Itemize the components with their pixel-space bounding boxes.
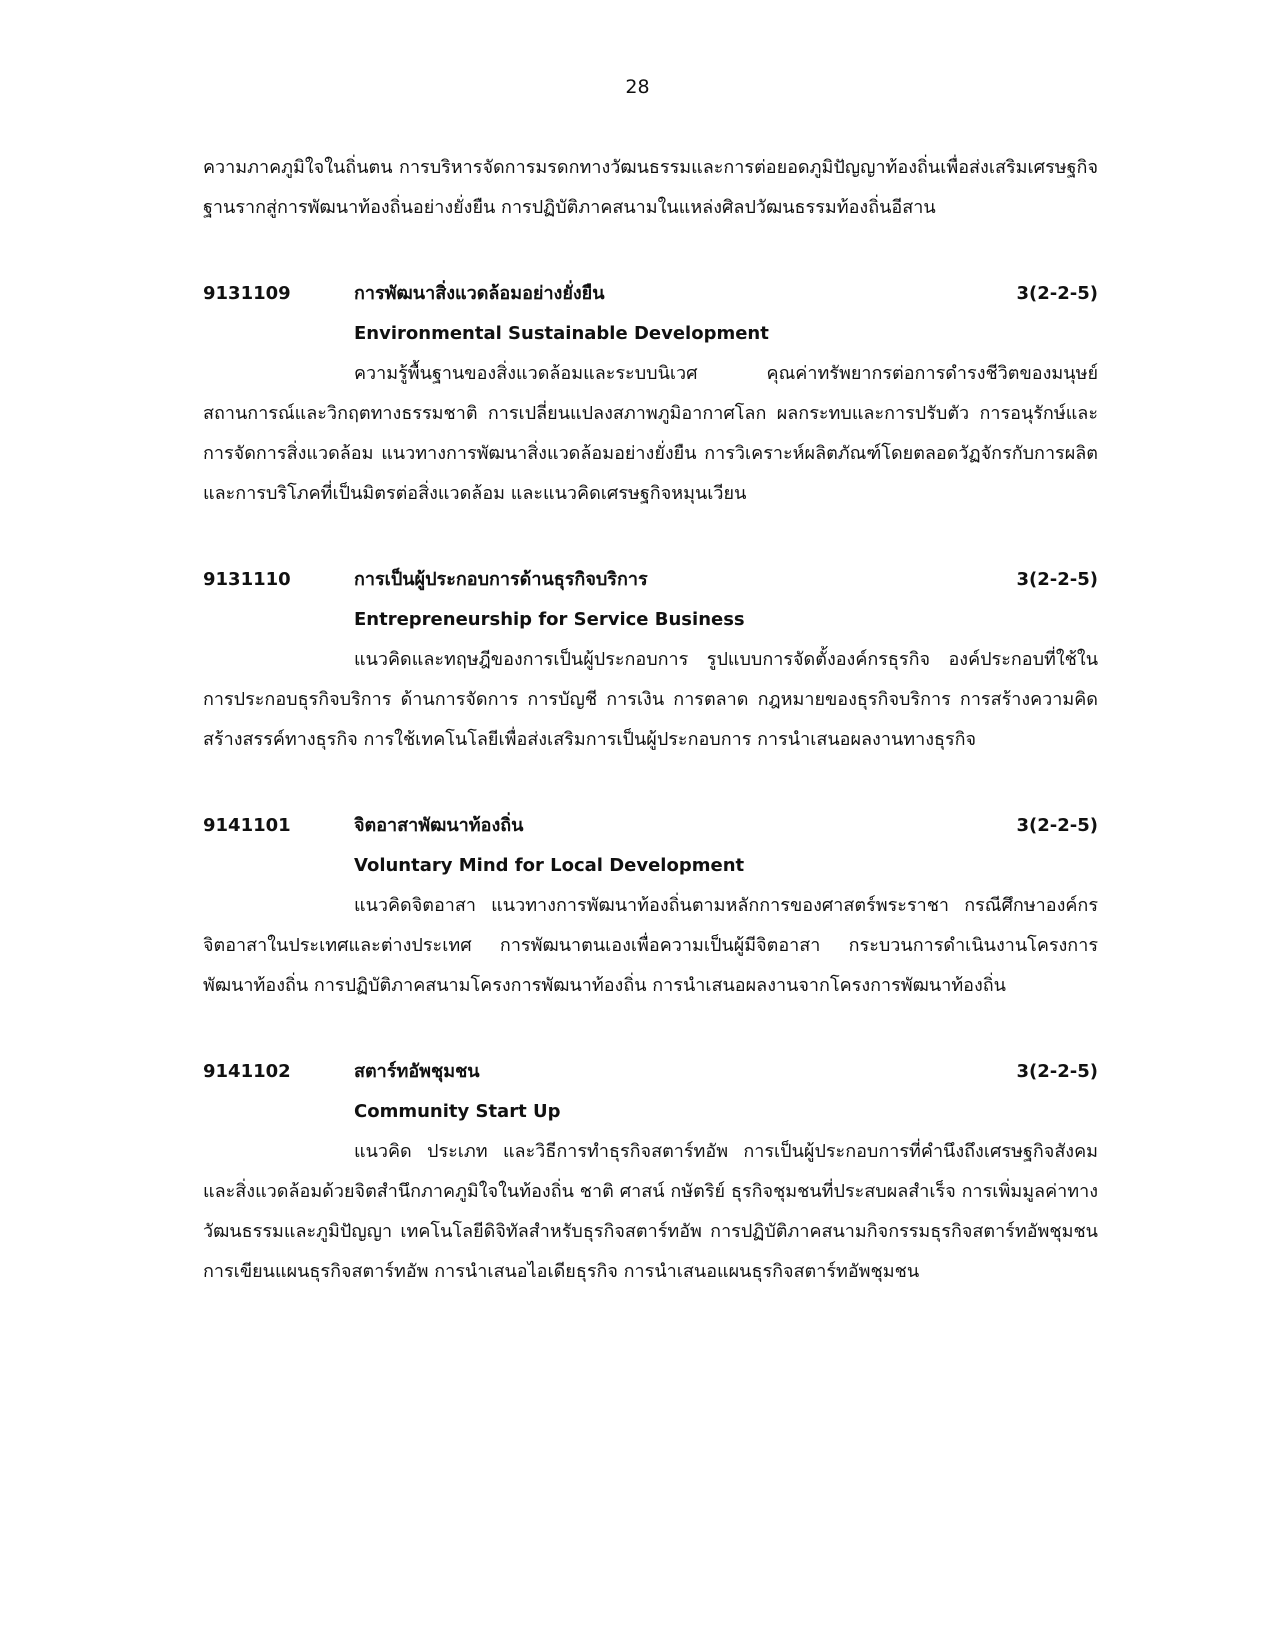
- intro-paragraph: ความภาคภูมิใจในถิ่นตน การบริหารจัดการมรดกทางวัฒนธรรมและการต่อยอดภูมิปัญญาท้องถิ่นเพื่อส่งเสริมเศรษฐกิจฐานรากสู่การพัฒนาท้องถิ่นอย่างยั่งยืน การปฏิบัติภาคสนามในแหล่งศิลปวัฒนธรรมท้องถิ่นอีสาน: [203, 157, 1098, 218]
- course-description: ความรู้พื้นฐานของสิ่งแวดล้อมและระบบนิเวศ คุณค่าทรัพยากรต่อการดำรงชีวิตของมนุษย์ สถานการณ์และวิกฤตทางธรรมชาติ การเปลี่ยนแปลงสภาพภูมิอากาศโลก ผลกระทบและการปรับตัว การอนุรักษ์และการจัดการสิ่งแวดล้อม แนวทางการพัฒนาสิ่งแวดล้อมอย่างยั่งยืน การวิเคราะห์ผลิตภัณฑ์โดยตลอดวัฏจักรกับการผลิตและการบริโภคที่เป็นมิตรต่อสิ่งแวดล้อม และแนวคิดเศรษฐกิจหมุนเวียน: [203, 363, 1098, 504]
- course-title-thai: สตาร์ทอัพชุมชน: [354, 1061, 480, 1082]
- course-code: 9131109: [203, 283, 291, 304]
- course-description: แนวคิด ประเภท และวิธีการทำธุรกิจสตาร์ทอัพ การเป็นผู้ประกอบการที่คำนึงถึงเศรษฐกิจสังคม และสิ่งแวดล้อมด้วยจิตสำนึกภาคภูมิใจในท้องถิ่น ชาติ ศาสน์ กษัตริย์ ธุรกิจชุมชนที่ประสบผลสำเร็จ การเพิ่มมูลค่าทางวัฒนธรรมและภูมิปัญญา เทคโนโลยีดิจิทัลสำหรับธุรกิจสตาร์ทอัพ การปฏิบัติภาคสนามกิจกรรมธุรกิจสตาร์ทอัพชุมชน การเขียนแผนธุรกิจสตาร์ทอัพ การนำเสนอไอเดียธุรกิจ การนำเสนอแผนธุรกิจสตาร์ทอัพชุมชน: [203, 1141, 1098, 1282]
- course-title-english: Environmental Sustainable Development: [354, 323, 769, 344]
- course-header: [203, 806, 1098, 846]
- course-header: [203, 274, 1098, 314]
- course-entry: [203, 274, 1098, 514]
- course-entry: [203, 560, 1098, 760]
- page-number: 28: [625, 76, 650, 98]
- course-credits: 3(2-2-5): [1016, 815, 1098, 836]
- course-title-thai: จิตอาสาพัฒนาท้องถิ่น: [354, 815, 524, 836]
- course-code: 9131110: [203, 569, 291, 590]
- course-credits: 3(2-2-5): [1016, 1061, 1098, 1082]
- page-content: [203, 148, 1098, 1292]
- course-title-english: Community Start Up: [354, 1101, 561, 1122]
- course-description: แนวคิดจิตอาสา แนวทางการพัฒนาท้องถิ่นตามหลักการของศาสตร์พระราชา กรณีศึกษาองค์กรจิตอาสาในประเทศและต่างประเทศ การพัฒนาตนเองเพื่อความเป็นผู้มีจิตอาสา กระบวนการดำเนินงานโครงการพัฒนาท้องถิ่น การปฏิบัติภาคสนามโครงการพัฒนาท้องถิ่น การนำเสนอผลงานจากโครงการพัฒนาท้องถิ่น: [203, 895, 1098, 996]
- course-entry: [203, 806, 1098, 1006]
- course-entry: [203, 1052, 1098, 1292]
- course-title-thai: การพัฒนาสิ่งแวดล้อมอย่างยั่งยืน: [354, 283, 605, 304]
- course-title-thai: การเป็นผู้ประกอบการด้านธุรกิจบริการ: [354, 569, 648, 590]
- course-code: 9141102: [203, 1061, 291, 1082]
- course-header: [203, 560, 1098, 600]
- course-title-english: Entrepreneurship for Service Business: [354, 609, 745, 630]
- course-title-english: Voluntary Mind for Local Development: [354, 855, 745, 876]
- course-credits: 3(2-2-5): [1016, 283, 1098, 304]
- course-description: แนวคิดและทฤษฎีของการเป็นผู้ประกอบการ รูปแบบการจัดตั้งองค์กรธุรกิจ องค์ประกอบที่ใช้ในการประกอบธุรกิจบริการ ด้านการจัดการ การบัญชี การเงิน การตลาด กฎหมายของธุรกิจบริการ การสร้างความคิดสร้างสรรค์ทางธุรกิจ การใช้เทคโนโลยีเพื่อส่งเสริมการเป็นผู้ประกอบการ การนำเสนอผลงานทางธุรกิจ: [203, 649, 1098, 750]
- course-code: 9141101: [203, 815, 291, 836]
- course-header: [203, 1052, 1098, 1092]
- course-credits: 3(2-2-5): [1016, 569, 1098, 590]
